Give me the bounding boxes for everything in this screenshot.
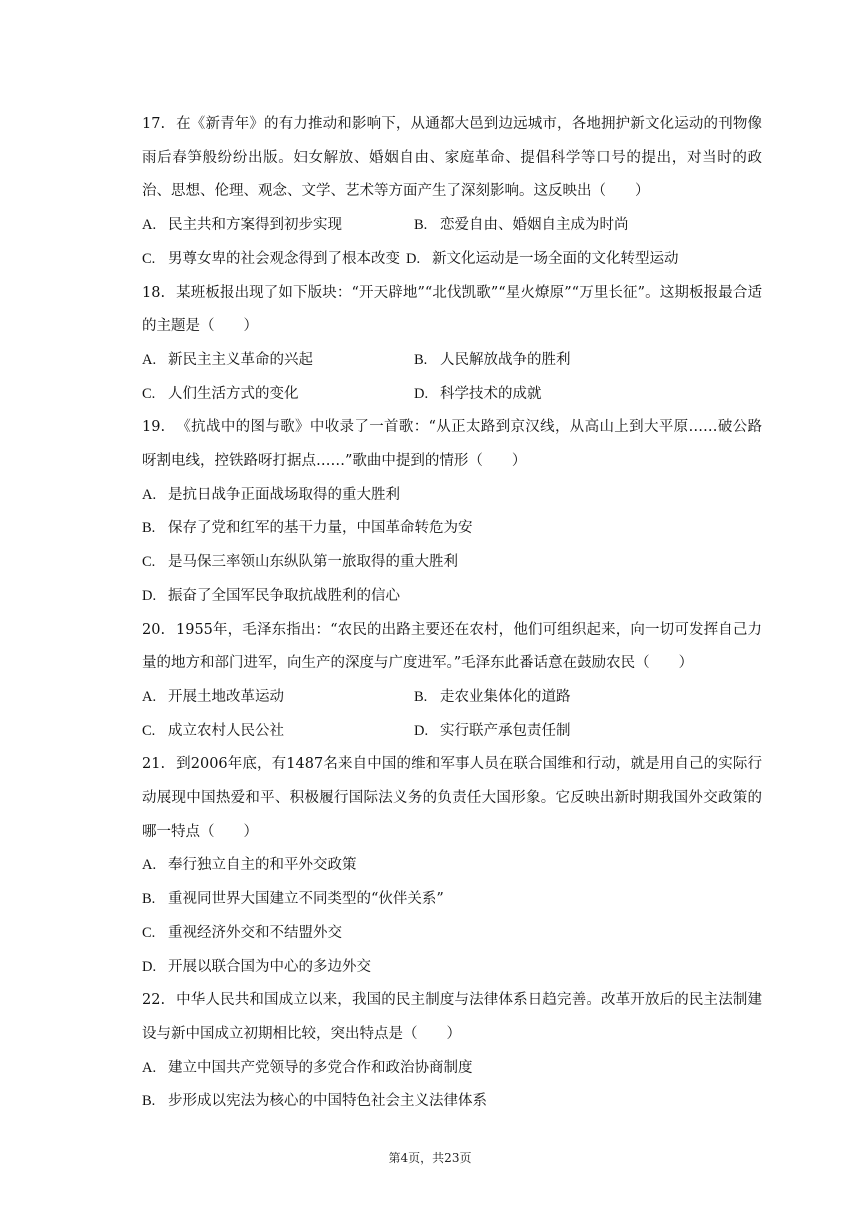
- option-row: [142, 479, 762, 513]
- option-b[interactable]: [414, 209, 629, 243]
- option-row: [142, 1085, 762, 1119]
- option-d[interactable]: [414, 715, 571, 749]
- question-list: [142, 108, 762, 1119]
- option-c[interactable]: [142, 546, 458, 580]
- option-b[interactable]: [142, 512, 473, 546]
- option-letter: A.: [142, 1059, 157, 1076]
- option-letter: A.: [142, 217, 157, 234]
- question-19: [142, 411, 762, 613]
- option-letter: D.: [414, 722, 429, 739]
- question-number: 17.: [142, 116, 166, 132]
- question-number: 18.: [142, 284, 166, 301]
- option-d[interactable]: [142, 580, 400, 614]
- option-letter: C.: [142, 722, 156, 739]
- question-17: [142, 108, 762, 277]
- option-text: 开展土地改革运动: [168, 688, 284, 705]
- option-row: [142, 546, 762, 580]
- option-row: [142, 883, 762, 917]
- question-text: 《抗战中的图与歌》中收录了一首歌：“从正太路到京汉线，从高山上到大平原……破公路呀割电线，控铁路呀打据点……”歌曲中提到的情形（ ）: [142, 419, 762, 470]
- question-18: [142, 277, 762, 412]
- option-c[interactable]: [142, 917, 342, 951]
- option-text: 建立中国共产党领导的多党合作和政治协商制度: [168, 1059, 473, 1076]
- question-number: 20.: [142, 621, 166, 638]
- option-letter: B.: [142, 520, 156, 537]
- question-stem: [142, 108, 762, 209]
- question-text: 中华人民共和国成立以来，我国的民主制度与法律体系日趋完善。改革开放后的民主法制建设与新中国成立初期相比较，突出特点是（ ）: [142, 992, 762, 1042]
- option-a[interactable]: [142, 1052, 473, 1086]
- option-text: 步形成以宪法为核心的中国特色社会主义法律体系: [168, 1093, 487, 1110]
- option-text: 科学技术的成就: [440, 385, 542, 402]
- option-text: 是抗日战争正面战场取得的重大胜利: [168, 486, 400, 503]
- question-20: [142, 614, 762, 749]
- question-text: 到2006年底，有1487名来自中国的维和军事人员在联合国维和行动，就是用自己的实际行动展现中国热爱和平、积极履行国际法义务的负责任大国形象。它反映出新时期我国外交政策的哪一特点（ ）: [142, 756, 762, 840]
- option-text: 振奋了全国军民争取抗战胜利的信心: [168, 587, 400, 604]
- option-d[interactable]: [414, 378, 542, 412]
- question-text: 某班板报出现了如下版块：“开天辟地”“北伐凯歌”“星火燎原”“万里长征”。这期板报最合适的主题是（ ）: [142, 284, 762, 335]
- option-text: 新民主主义革命的兴起: [168, 351, 313, 368]
- option-d[interactable]: [406, 243, 679, 277]
- option-a[interactable]: [142, 209, 414, 243]
- option-c[interactable]: [142, 715, 414, 749]
- option-row: [142, 951, 762, 985]
- option-letter: C.: [142, 554, 156, 571]
- question-21: [142, 748, 762, 984]
- option-text: 成立农村人民公社: [168, 722, 284, 739]
- option-text: 走农业集体化的道路: [440, 688, 571, 705]
- option-a[interactable]: [142, 849, 357, 883]
- option-letter: B.: [142, 891, 156, 908]
- option-letter: D.: [142, 958, 157, 975]
- question-stem: [142, 984, 762, 1051]
- option-b[interactable]: [142, 1085, 487, 1119]
- option-text: 开展以联合国为中心的多边外交: [168, 958, 371, 975]
- option-text: 重视同世界大国建立不同类型的“伙伴关系”: [168, 891, 444, 908]
- option-letter: D.: [414, 385, 429, 402]
- option-letter: B.: [414, 688, 428, 705]
- option-row: [142, 1052, 762, 1086]
- option-row: [142, 917, 762, 951]
- option-text: 民主共和方案得到初步实现: [168, 217, 342, 234]
- option-letter: B.: [142, 1093, 156, 1110]
- option-d[interactable]: [142, 951, 371, 985]
- option-letter: A.: [142, 486, 157, 503]
- option-b[interactable]: [414, 344, 571, 378]
- option-text: 实行联产承包责任制: [440, 722, 571, 739]
- option-text: 是马保三率领山东纵队第一旅取得的重大胜利: [168, 554, 458, 571]
- option-letter: B.: [414, 351, 428, 368]
- option-c[interactable]: [142, 378, 414, 412]
- option-text: 男尊女卑的社会观念得到了根本改变: [168, 250, 400, 267]
- page-footer: 第4页，共23页: [388, 1151, 472, 1165]
- option-row: [142, 849, 762, 883]
- option-row: [142, 681, 762, 715]
- option-text: 人们生活方式的变化: [168, 385, 299, 402]
- option-row: [142, 715, 762, 749]
- question-stem: [142, 614, 762, 681]
- option-letter: D.: [142, 587, 157, 604]
- question-number: 21.: [142, 756, 166, 773]
- option-row: [142, 512, 762, 546]
- option-a[interactable]: [142, 344, 414, 378]
- option-row: [142, 243, 762, 277]
- option-letter: A.: [142, 857, 157, 874]
- question-stem: [142, 411, 762, 478]
- option-text: 人民解放战争的胜利: [440, 351, 571, 368]
- option-text: 重视经济外交和不结盟外交: [168, 924, 342, 941]
- option-letter: C.: [142, 250, 156, 267]
- option-a[interactable]: [142, 479, 400, 513]
- option-letter: B.: [414, 217, 428, 234]
- option-text: 恋爱自由、婚姻自主成为时尚: [440, 217, 629, 234]
- question-text: 在《新青年》的有力推动和影响下，从通都大邑到边远城市，各地拥护新文化运动的刊物像雨后春笋般纷纷出版。妇女解放、婚姻自由、家庭革命、提倡科学等口号的提出，对当时的政治、思想、伦理、观念、文学、艺术等方面产生了深刻影响。这反映出（ ）: [142, 116, 762, 200]
- option-a[interactable]: [142, 681, 414, 715]
- option-letter: A.: [142, 351, 157, 368]
- option-row: [142, 344, 762, 378]
- option-b[interactable]: [414, 681, 571, 715]
- question-text: 1955年，毛泽东指出：“农民的出路主要还在农村，他们可组织起来，向一切可发挥自己力量的地方和部门进军，向生产的深度与广度进军。”毛泽东此番话意在鼓励农民（ ）: [142, 621, 762, 672]
- question-number: 22.: [142, 992, 166, 1009]
- option-letter: C.: [142, 924, 156, 941]
- option-text: 新文化运动是一场全面的文化转型运动: [432, 250, 679, 267]
- option-row: [142, 209, 762, 243]
- option-b[interactable]: [142, 883, 444, 917]
- question-22: [142, 984, 762, 1119]
- option-letter: D.: [406, 250, 421, 267]
- option-c[interactable]: [142, 243, 400, 277]
- option-letter: A.: [142, 688, 157, 705]
- option-text: 奉行独立自主的和平外交政策: [168, 857, 357, 874]
- question-stem: [142, 277, 762, 344]
- question-number: 19.: [142, 419, 166, 436]
- option-letter: C.: [142, 385, 156, 402]
- option-row: [142, 378, 762, 412]
- option-text: 保存了党和红军的基干力量，中国革命转危为安: [168, 520, 473, 537]
- option-row: [142, 580, 762, 614]
- question-stem: [142, 748, 762, 849]
